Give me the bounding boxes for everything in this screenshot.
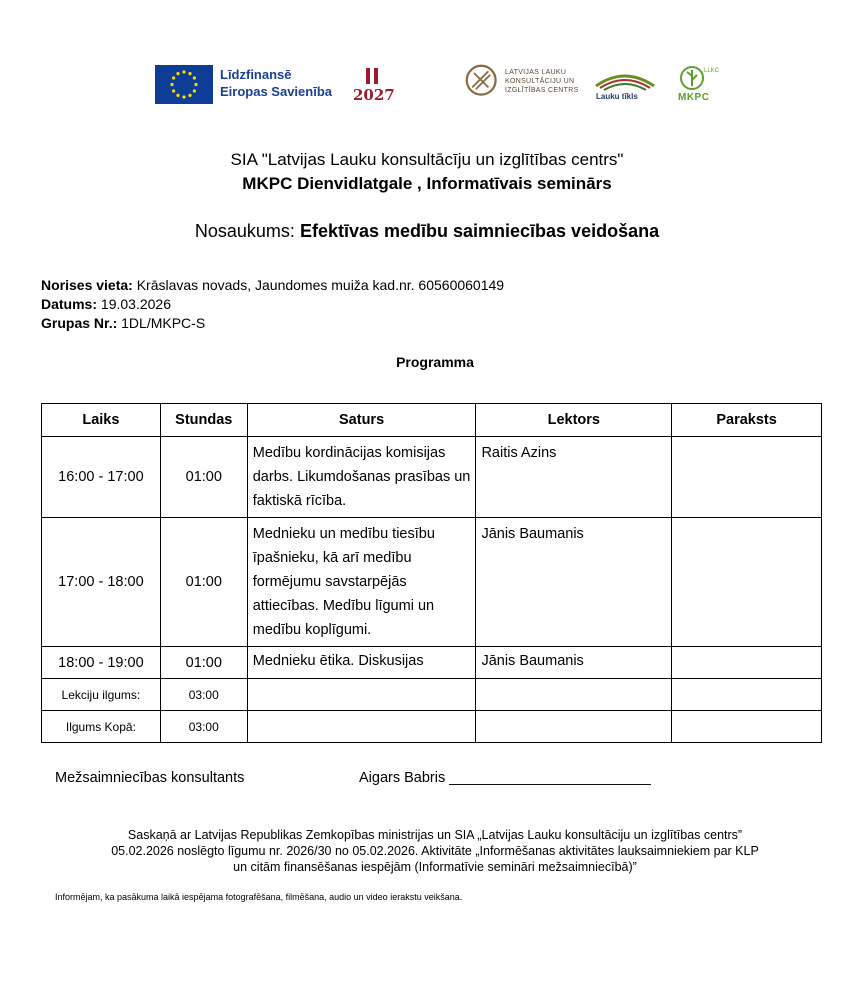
seminar-title-value: Efektīvas medību saimniecības veidošana bbox=[299, 221, 660, 241]
cell-lecturer: Jānis Baumanis bbox=[476, 647, 672, 679]
summary-row bbox=[42, 711, 822, 743]
cell-time: 17:00 - 18:00 bbox=[42, 518, 161, 647]
lauku-tikls-logo bbox=[592, 64, 658, 106]
footer-line3: un citām finansēšanas iespējām (Informatīvie semināri mežsaimniecībā)” bbox=[233, 860, 637, 874]
seminar-info bbox=[41, 276, 504, 333]
photo-notice: Informējam, ka pasākuma laikā iespējama fotografēšana, filmēšana, audio un video ierakstu veikšana. bbox=[55, 892, 463, 902]
footer-line2: 05.02.2026 noslēgto līgumu nr. 2026/30 no 05.02.2026. Aktivitāte „Informēšanas aktivitātes lauksaimniekiem par KLP bbox=[111, 844, 759, 858]
llkc-line1: LATVIJAS LAUKU bbox=[505, 69, 567, 76]
cell-signature bbox=[672, 437, 822, 518]
agreement-footer bbox=[0, 827, 854, 875]
summary-empty-cell bbox=[476, 711, 672, 743]
group-line bbox=[41, 314, 504, 333]
cell-signature bbox=[672, 518, 822, 647]
seminar-title bbox=[0, 221, 854, 242]
summary-row bbox=[42, 679, 822, 711]
summary-empty-cell bbox=[672, 679, 822, 711]
summary-value: 03:00 bbox=[160, 711, 247, 743]
group-label: Grupas Nr.: bbox=[41, 315, 118, 331]
llkc-line2: KONSULTĀCIJU UN bbox=[505, 78, 575, 85]
venue-value: Krāslavas novads, Jaundomes muiža kad.nr. 60560060149 bbox=[132, 277, 505, 293]
summary-empty-cell bbox=[247, 679, 476, 711]
header-time: Laiks bbox=[42, 404, 161, 437]
eu-text-line1: Līdzfinansē bbox=[220, 67, 292, 82]
event-title: MKPC Dienvidlatgale , Informatīvais seminārs bbox=[242, 174, 612, 193]
header-signature: Paraksts bbox=[672, 404, 822, 437]
summary-empty-cell bbox=[247, 711, 476, 743]
venue-line bbox=[41, 276, 504, 295]
header-content: Saturs bbox=[247, 404, 476, 437]
summary-label: Lekciju ilgums: bbox=[42, 679, 161, 711]
program-table bbox=[41, 403, 822, 743]
cell-time: 16:00 - 17:00 bbox=[42, 437, 161, 518]
cell-signature bbox=[672, 647, 822, 679]
cell-lecturer: Jānis Baumanis bbox=[476, 518, 672, 647]
eu-cofinance-text bbox=[220, 66, 332, 100]
seminar-title-label: Nosaukums: bbox=[194, 221, 300, 241]
cell-hours: 01:00 bbox=[160, 437, 247, 518]
group-value: 1DL/MKPC-S bbox=[117, 315, 206, 331]
mkpc-text: MKPC bbox=[678, 92, 710, 103]
summary-empty-cell bbox=[672, 711, 822, 743]
header-lecturer: Lektors bbox=[476, 404, 672, 437]
organization-title: SIA "Latvijas Lauku konsultācīju un izglītības centrs" bbox=[230, 150, 624, 169]
lauku-tikls-text: Lauku tīkls bbox=[596, 92, 638, 101]
cell-content: Mednieku un medību tiesību īpašnieku, kā arī medību formējumu savstarpējās attiecības. Medību līgumi un medību koplīgumi. bbox=[247, 518, 476, 647]
date-line bbox=[41, 295, 504, 314]
cell-hours: 01:00 bbox=[160, 647, 247, 679]
consultant-name: Aigars Babris bbox=[359, 770, 450, 786]
header-hours: Stundas bbox=[160, 404, 247, 437]
llkc-logo bbox=[465, 64, 605, 104]
summary-empty-cell bbox=[476, 679, 672, 711]
signature-line: _________________________ bbox=[449, 770, 651, 786]
summary-label: Ilgums Kopā: bbox=[42, 711, 161, 743]
mkpc-logo bbox=[676, 62, 722, 108]
cell-lecturer: Raitis Azins bbox=[476, 437, 672, 518]
summary-value: 03:00 bbox=[160, 679, 247, 711]
eu-flag-logo bbox=[155, 65, 213, 104]
cell-hours: 01:00 bbox=[160, 518, 247, 647]
cell-time: 18:00 - 19:00 bbox=[42, 647, 161, 679]
llkc-line3: IZGLĪTĪBAS CENTRS bbox=[505, 87, 579, 94]
cell-content: Mednieku ētika. Diskusijas bbox=[247, 647, 476, 679]
eu-text-line2: Eiropas Savienība bbox=[220, 84, 332, 99]
table-header-row bbox=[42, 404, 822, 437]
logo-bar bbox=[0, 60, 854, 110]
consultant-signature bbox=[359, 770, 651, 786]
table-row bbox=[42, 518, 822, 647]
program-heading: Programma bbox=[396, 354, 474, 370]
year-text: 2027 bbox=[353, 86, 395, 104]
cell-content: Medību kordinācijas komisijas darbs. Likumdošanas prasības un faktiskā rīcība. bbox=[247, 437, 476, 518]
table-row bbox=[42, 437, 822, 518]
consultant-role: Mežsaimniecības konsultants bbox=[55, 770, 245, 786]
table-row bbox=[42, 647, 822, 679]
date-value: 19.03.2026 bbox=[97, 296, 171, 312]
mkpc-small-text: LLKC bbox=[704, 68, 720, 74]
venue-label: Norises vieta: bbox=[41, 277, 133, 293]
latvia-2027-logo bbox=[352, 62, 396, 106]
footer-line1: Saskaņā ar Latvijas Republikas Zemkopības ministrijas un SIA „Latvijas Lauku konsultāciju un izglītības centrs” bbox=[127, 828, 743, 842]
date-label: Datums: bbox=[41, 296, 98, 312]
llkc-text bbox=[505, 68, 579, 95]
